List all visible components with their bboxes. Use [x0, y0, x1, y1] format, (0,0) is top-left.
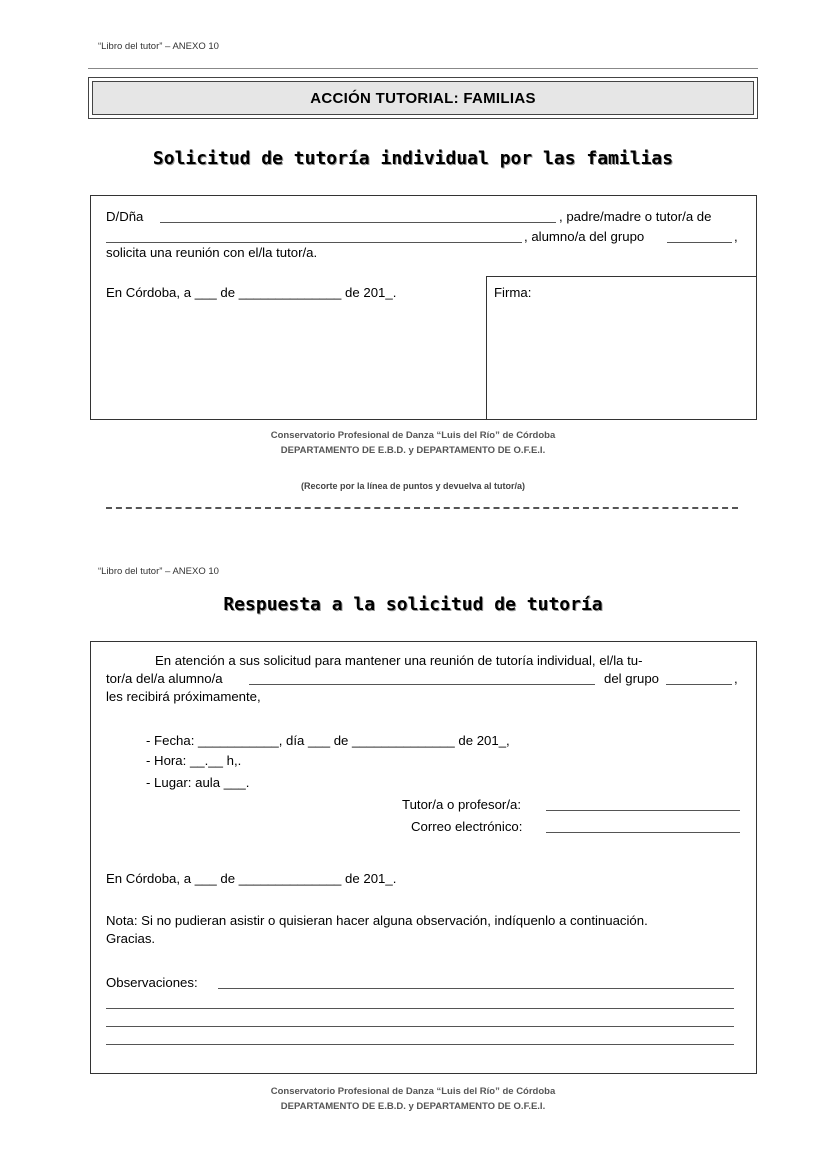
- applicant-name-field[interactable]: [160, 222, 556, 223]
- institution-footer: [0, 428, 826, 458]
- observations-label: Observaciones:: [106, 975, 198, 990]
- note-line2: Gracias.: [106, 931, 156, 946]
- institution-footer-2: [0, 1084, 826, 1114]
- section-banner-text: ACCIÓN TUTORIAL: FAMILIAS: [92, 81, 754, 115]
- signature-label: Firma:: [494, 285, 532, 300]
- cut-line: [106, 507, 738, 509]
- response-group-field[interactable]: [666, 684, 732, 685]
- institution-name: Conservatorio Profesional de Danza “Luis del Río” de Córdoba: [270, 1086, 556, 1097]
- response-form-title: Respuesta a la solicitud de tutoría: [223, 594, 603, 615]
- observations-extra-line[interactable]: [106, 1008, 734, 1009]
- meeting-time-line: - Hora: __.__ h,.: [146, 753, 242, 768]
- meeting-place-line: - Lugar: aula ___.: [146, 775, 250, 790]
- applicant-label: D/Dña: [106, 209, 144, 224]
- email-label: Correo electrónico:: [411, 819, 523, 834]
- group-comma: ,: [734, 229, 738, 244]
- group-field[interactable]: [667, 242, 732, 243]
- document-header-label: “Libro del tutor” – ANEXO 10: [98, 41, 219, 52]
- place-date-line: En Córdoba, a ___ de ______________ de 201_.: [106, 285, 397, 300]
- email-field[interactable]: [546, 832, 740, 833]
- request-form-title: Solicitud de tutoría individual por las familias: [152, 148, 674, 169]
- observations-extra-line[interactable]: [106, 1026, 734, 1027]
- response-student-field[interactable]: [249, 684, 595, 685]
- observations-field-line[interactable]: [218, 988, 734, 989]
- header-divider: [88, 68, 758, 69]
- tutor-label: Tutor/a o profesor/a:: [402, 797, 521, 812]
- document-header-label-2: “Libro del tutor” – ANEXO 10: [98, 566, 219, 577]
- department-name: DEPARTAMENTO DE E.B.D. y DEPARTAMENTO DE O.F.E.I.: [280, 1101, 546, 1112]
- response-student-label: tor/a del/a alumno/a: [106, 671, 223, 686]
- student-name-field[interactable]: [106, 242, 522, 243]
- response-place-date-line: En Córdoba, a ___ de ______________ de 201_.: [106, 871, 397, 886]
- note-line1: Nota: Si no pudieran asistir o quisieran hacer alguna observación, indíquenlo a continuación.: [106, 913, 648, 928]
- meeting-date-line: - Fecha: ___________, día ___ de ______________ de 201_,: [146, 733, 510, 748]
- student-group-label: , alumno/a del grupo: [524, 229, 645, 244]
- tutor-field[interactable]: [546, 810, 740, 811]
- response-group-label: del grupo: [604, 671, 659, 686]
- section-banner: [88, 77, 758, 119]
- institution-name: Conservatorio Profesional de Danza “Luis del Río” de Córdoba: [270, 430, 556, 441]
- cut-instructions: (Recorte por la línea de puntos y devuelva al tutor/a): [300, 481, 526, 491]
- relationship-label: , padre/madre o tutor/a de: [559, 209, 712, 224]
- response-paragraph-line3: les recibirá próximamente,: [106, 689, 261, 704]
- response-group-comma: ,: [734, 671, 738, 686]
- department-name: DEPARTAMENTO DE E.B.D. y DEPARTAMENTO DE O.F.E.I.: [280, 445, 546, 456]
- request-statement: solicita una reunión con el/la tutor/a.: [106, 245, 318, 260]
- response-paragraph-line1: En atención a sus solicitud para mantener una reunión de tutoría individual, el/la tu-: [155, 653, 643, 668]
- observations-extra-line[interactable]: [106, 1044, 734, 1045]
